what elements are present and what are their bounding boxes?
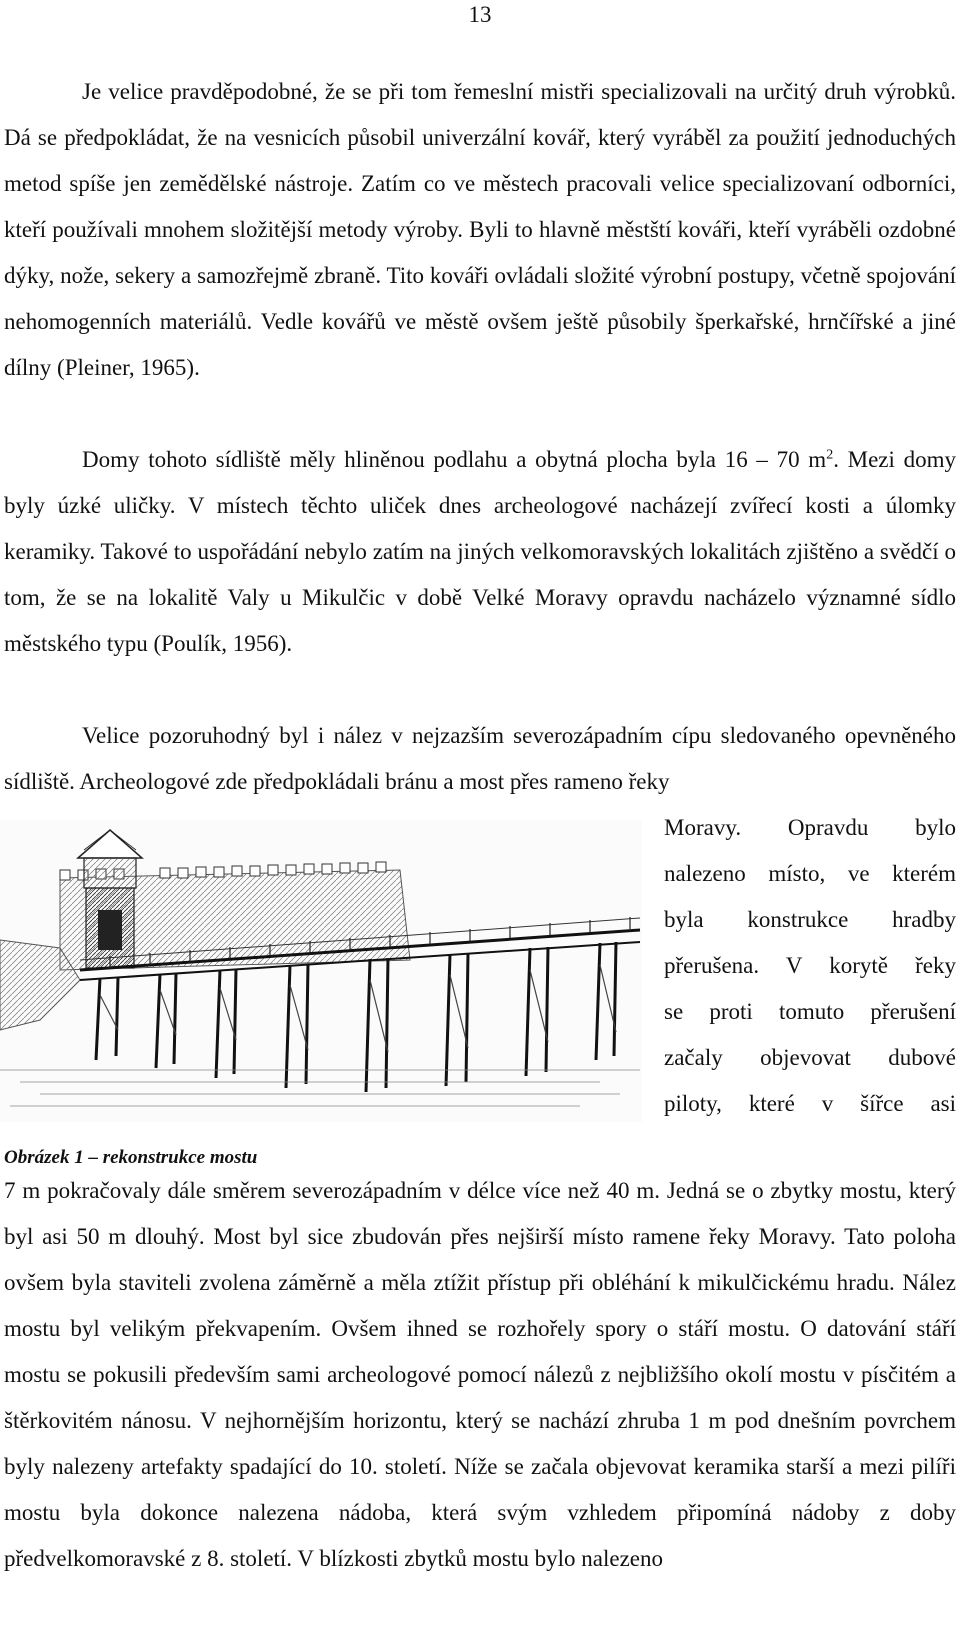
side-line-4: přerušena. V korytě řeky xyxy=(664,953,956,978)
paragraph-bridge-continued: 7 m pokračovaly dále směrem severozápadním v délce více než 40 m. Jedná se o zbytky mostu, který byl asi 50 m dlouhý. Most byl sice zbudován přes nejširší místo ramene řeky Moravy. Tato poloha ovšem byla staviteli zvolena záměrně a měla ztížit přístup při obléhání k mikulčickému hradu. Nález mostu byl velikým překvapením. Ovšem ihned se rozhořely spory o stáří mostu. O datování stáří mostu se pokusili především sami archeologové pomocí nálezů z nejbližšího okolí mostu v písčitém a štěrkovitém nánosu. V nejhornějším horizontu, který se nachází zhruba 1 m pod dnešním povrchem byly nalezeny artefakty spadající do 10. století. Níže se začala objevovat keramika starší a mezi pilíři mostu byla dokonce nalezena nádoba, která svým vzhledem připomíná nádoby z doby předvelkomoravské z 8. století. V blízkosti zbytků mostu bylo nalezeno xyxy=(4,1178,956,1571)
paragraph-houses-text-start: Domy tohoto sídliště měly hliněnou podlahu a obytná plocha byla 16 – 70 m xyxy=(82,447,827,472)
bridge-drawing xyxy=(0,820,642,1122)
paragraph-crafts: Je velice pravděpodobné, že se při tom řemeslní mistři specializovali na určitý druh výrobků. Dá se předpokládat, že na vesnicích působil univerzální kovář, který vyráběl za použití jednoduchých metod spíše jen zemědělské nástroje. Zatím co ve městech pracovali velice specializovaní odborníci, kteří používali mnohem složitější metody výroby. Byli to hlavně městští kováři, kteří vyráběli ozdobné dýky, nože, sekery a samozřejmě zbraně. Tito kováři ovládali složité výrobní postupy, včetně spojování nehomogenních materiálů. Vedle kovářů ve městě ovšem ještě působily šperkařské, hrnčířské a jiné dílny (Pleiner, 1965). xyxy=(4,79,956,380)
side-line-7: piloty, které v šířce asi xyxy=(664,1091,956,1116)
paragraph-houses-text-end: . Mezi domy byly úzké uličky. V místech těchto uliček dnes archeologové nacházejí zvířecí kosti a úlomky keramiky. Takové to uspořádání nebylo zatím na jiných velkomoravských lokalitách zjištěno a svědčí o tom, že se na lokalitě Valy u Mikulčic v době Velké Moravy opravdu nacházelo významné sídlo městského typu (Poulík, 1956). xyxy=(4,447,956,656)
figure-caption: Obrázek 1 – rekonstrukce mostu xyxy=(4,1147,258,1168)
paragraph-bridge-intro: Velice pozoruhodný byl i nález v nejzazším severozápadním cípu sledovaného opevněného sídliště. Archeologové zde předpokládali bránu a most přes rameno řeky xyxy=(4,723,956,794)
side-line-6: začaly objevovat dubové xyxy=(664,1045,956,1070)
superscript-2: 2 xyxy=(826,447,834,463)
side-line-3: byla konstrukce hradby xyxy=(664,907,956,932)
page-number: 13 xyxy=(468,2,492,27)
side-line-1: Moravy. Opravdu bylo xyxy=(664,815,956,840)
bridge-reconstruction-figure xyxy=(0,820,642,1122)
paragraph-houses xyxy=(4,437,956,667)
side-line-2: nalezeno místo, ve kterém xyxy=(664,861,956,886)
side-line-5: se proti tomuto přerušení xyxy=(664,999,956,1024)
